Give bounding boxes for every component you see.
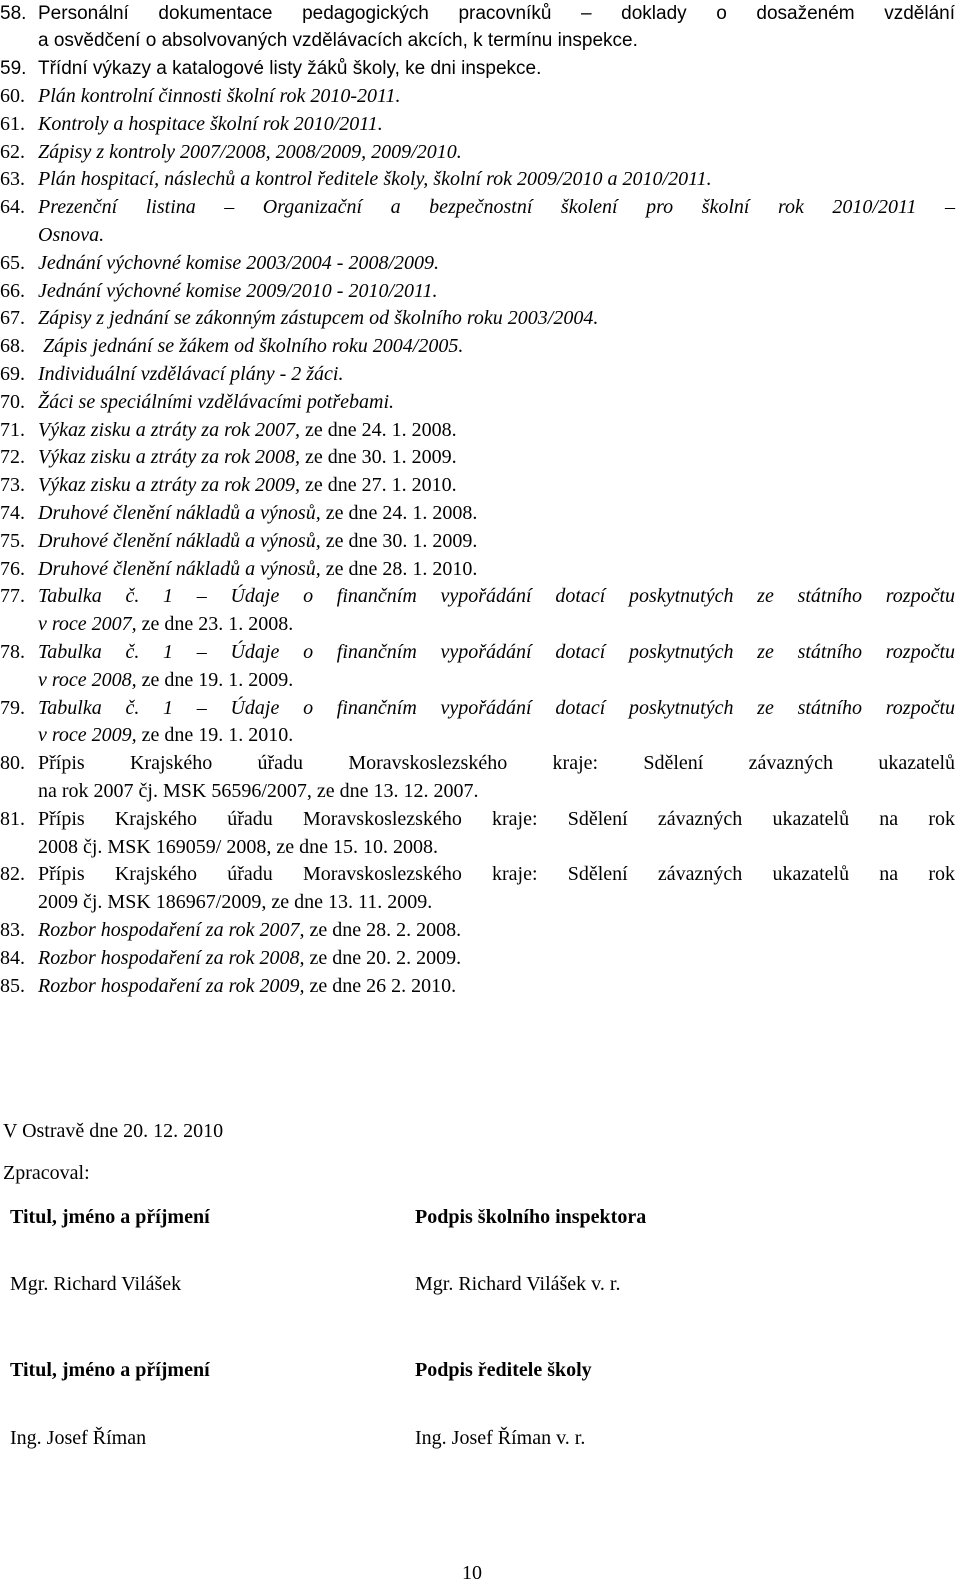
item-text-line: Tabulka č. 1 – Údaje o finančním vypořádání dotací poskytnutých ze státního rozpočtu	[38, 696, 955, 719]
signature-heading-title-name-2: Titul, jméno a příjmení	[10, 1359, 210, 1381]
item-number: 76.	[0, 557, 25, 580]
list-item	[0, 389, 955, 417]
item-number: 77.	[0, 585, 25, 608]
item-text-date: ze dne 24. 1. 2008.	[320, 501, 478, 524]
item-text-date: ze dne 28. 1. 2010.	[320, 557, 478, 580]
item-text	[38, 444, 955, 472]
list-item	[0, 973, 955, 1001]
item-text	[38, 945, 955, 973]
list-item	[0, 945, 955, 973]
prepared-by-label: Zpracoval:	[3, 1162, 90, 1184]
item-text-italic: Rozbor hospodaření za rok 2008,	[38, 946, 305, 969]
item-text	[38, 583, 955, 639]
item-text	[38, 973, 955, 1001]
item-number: 58.	[0, 3, 27, 24]
item-number: 72.	[0, 446, 25, 469]
item-text	[38, 639, 955, 695]
item-text-line: 2008 čj. MSK 169059/ 2008, ze dne 15. 10. 2008.	[38, 835, 438, 858]
item-text-italic: v roce 2007,	[38, 613, 137, 636]
item-text	[38, 806, 955, 862]
item-text: Jednání výchovné komise 2009/2010 - 2010/2011.	[38, 279, 438, 302]
item-text-date: ze dne 30. 1. 2009.	[320, 529, 478, 552]
item-number: 71.	[0, 418, 25, 441]
list-item	[0, 917, 955, 945]
item-text-italic: Druhové členění nákladů a výnosů,	[38, 501, 321, 524]
item-text	[38, 917, 955, 945]
list-item	[0, 361, 955, 389]
item-number: 67.	[0, 307, 25, 330]
item-text	[38, 750, 955, 806]
item-text-line: Přípis Krajského úřadu Moravskoslezského kraje: Sdělení závazných ukazatelů na rok	[38, 863, 955, 886]
item-text	[38, 194, 955, 250]
item-number: 70.	[0, 390, 25, 413]
item-text-date: ze dne 19. 1. 2010.	[136, 724, 294, 747]
list-item	[0, 528, 955, 556]
item-text: Zápisy z jednání se zákonným zástupcem od školního roku 2003/2004.	[38, 307, 599, 330]
director-signature: Ing. Josef Říman v. r.	[415, 1427, 586, 1449]
item-text: Individuální vzdělávací plány - 2 žáci.	[38, 362, 344, 385]
item-number: 74.	[0, 501, 25, 524]
list-item	[0, 83, 955, 111]
item-text: Plán hospitací, náslechů a kontrol ředitele školy, školní rok 2009/2010 a 2010/2011.	[38, 168, 712, 191]
item-text-italic: Druhové členění nákladů a výnosů,	[38, 529, 321, 552]
item-number: 79.	[0, 696, 25, 719]
item-number: 64.	[0, 196, 25, 219]
item-text-italic: v roce 2008,	[38, 668, 137, 691]
list-item	[0, 333, 955, 361]
list-item	[0, 583, 955, 639]
signature-heading-inspector: Podpis školního inspektora	[415, 1206, 647, 1228]
item-number: 65.	[0, 251, 25, 274]
list-item	[0, 500, 955, 528]
item-text-date: ze dne 26 2. 2010.	[304, 974, 457, 997]
item-text-line: Tabulka č. 1 – Údaje o finančním vypořádání dotací poskytnutých ze státního rozpočtu	[38, 585, 955, 608]
item-text-date: ze dne 23. 1. 2008.	[136, 613, 294, 636]
list-item	[0, 250, 955, 278]
item-text	[38, 556, 955, 584]
inspector-name: Mgr. Richard Vilášek	[10, 1273, 182, 1295]
list-item	[0, 139, 955, 167]
item-text-date: ze dne 28. 2. 2008.	[304, 918, 462, 941]
item-text	[38, 417, 955, 445]
item-text-italic: Výkaz zisku a ztráty za rok 2007,	[38, 418, 301, 441]
list-item	[0, 166, 955, 194]
list-item	[0, 861, 955, 917]
list-item	[0, 194, 955, 250]
item-text-date: ze dne 20. 2. 2009.	[304, 946, 462, 969]
item-text-date: ze dne 27. 1. 2010.	[300, 474, 457, 497]
item-number: 63.	[0, 168, 25, 191]
item-number: 84.	[0, 946, 25, 969]
item-text	[38, 528, 955, 556]
list-item	[0, 111, 955, 139]
list-item	[0, 750, 955, 806]
item-text-line: Přípis Krajského úřadu Moravskoslezského kraje: Sdělení závazných ukazatelů na rok	[38, 807, 955, 830]
item-text-italic: Výkaz zisku a ztráty za rok 2009,	[38, 474, 301, 497]
item-text	[38, 0, 955, 54]
list-item	[0, 444, 955, 472]
item-number: 69.	[0, 362, 25, 385]
item-text-italic: v roce 2009,	[38, 724, 137, 747]
list-item	[0, 639, 955, 695]
item-number: 59.	[0, 58, 27, 79]
item-text	[38, 500, 955, 528]
item-text-date: ze dne 30. 1. 2009.	[300, 446, 457, 469]
item-text: Žáci se speciálními vzdělávacími potřebami.	[38, 390, 395, 413]
item-number: 62.	[0, 140, 25, 163]
item-number: 80.	[0, 752, 25, 775]
item-text-italic: Rozbor hospodaření za rok 2009,	[38, 974, 305, 997]
item-text: Jednání výchovné komise 2003/2004 - 2008/2009.	[38, 251, 440, 274]
item-text-line: Prezenční listina – Organizační a bezpečnostní školení pro školní rok 2010/2011 –	[38, 196, 955, 219]
signature-heading-title-name: Titul, jméno a příjmení	[10, 1206, 210, 1228]
list-item	[0, 417, 955, 445]
item-text: Kontroly a hospitace školní rok 2010/2011.	[38, 112, 383, 135]
item-text: Plán kontrolní činnosti školní rok 2010-2011.	[38, 85, 401, 107]
item-text-italic: Druhové členění nákladů a výnosů,	[38, 557, 321, 580]
item-text-line: a osvědčení o absolvovaných vzdělávacích akcích, k termínu inspekce.	[38, 30, 638, 51]
item-number: 82.	[0, 863, 25, 886]
item-text-line	[38, 722, 955, 750]
item-number: 75.	[0, 529, 25, 552]
list-item	[0, 54, 955, 83]
list-item	[0, 305, 955, 333]
list-item	[0, 0, 955, 54]
page-number: 10	[462, 1562, 482, 1584]
item-number: 66.	[0, 279, 25, 302]
place-date: V Ostravě dne 20. 12. 2010	[3, 1120, 224, 1142]
inspector-signature: Mgr. Richard Vilášek v. r.	[415, 1273, 621, 1295]
item-number: 78.	[0, 640, 25, 663]
item-text-line: 2009 čj. MSK 186967/2009, ze dne 13. 11. 2009.	[38, 891, 433, 914]
item-text: Zápis jednání se žákem od školního roku 2004/2005.	[38, 335, 464, 358]
item-text	[38, 695, 955, 751]
item-number: 60.	[0, 85, 25, 107]
item-text: Třídní výkazy a katalogové listy žáků školy, ke dni inspekce.	[38, 58, 542, 79]
list-item	[0, 806, 955, 862]
signature-heading-director: Podpis ředitele školy	[415, 1359, 592, 1381]
item-number: 61.	[0, 112, 25, 135]
list-item	[0, 695, 955, 751]
item-text-line: Personální dokumentace pedagogických pracovníků – doklady o dosaženém vzdělání	[38, 3, 955, 24]
item-number: 83.	[0, 918, 25, 941]
item-number: 73.	[0, 474, 25, 497]
item-text-line: Přípis Krajského úřadu Moravskoslezského kraje: Sdělení závazných ukazatelů	[38, 752, 955, 775]
list-item	[0, 556, 955, 584]
item-text-date: ze dne 24. 1. 2008.	[300, 418, 457, 441]
item-text: Zápisy z kontroly 2007/2008, 2008/2009, 2009/2010.	[38, 140, 462, 163]
item-text-italic: Rozbor hospodaření za rok 2007,	[38, 918, 305, 941]
item-text-line	[38, 667, 955, 695]
director-name: Ing. Josef Říman	[10, 1427, 147, 1449]
item-text-line: Osnova.	[38, 223, 105, 246]
item-text	[38, 861, 955, 917]
item-number: 81.	[0, 807, 25, 830]
item-text-line: Tabulka č. 1 – Údaje o finančním vypořádání dotací poskytnutých ze státního rozpočtu	[38, 640, 955, 663]
item-text-line: na rok 2007 čj. MSK 56596/2007, ze dne 13. 12. 2007.	[38, 779, 479, 802]
item-text-date: ze dne 19. 1. 2009.	[136, 668, 294, 691]
item-text-italic: Výkaz zisku a ztráty za rok 2008,	[38, 446, 301, 469]
item-number: 85.	[0, 974, 25, 997]
item-text	[38, 472, 955, 500]
item-text-line	[38, 611, 955, 639]
item-number: 68.	[0, 335, 25, 358]
list-item	[0, 278, 955, 306]
list-item	[0, 472, 955, 500]
